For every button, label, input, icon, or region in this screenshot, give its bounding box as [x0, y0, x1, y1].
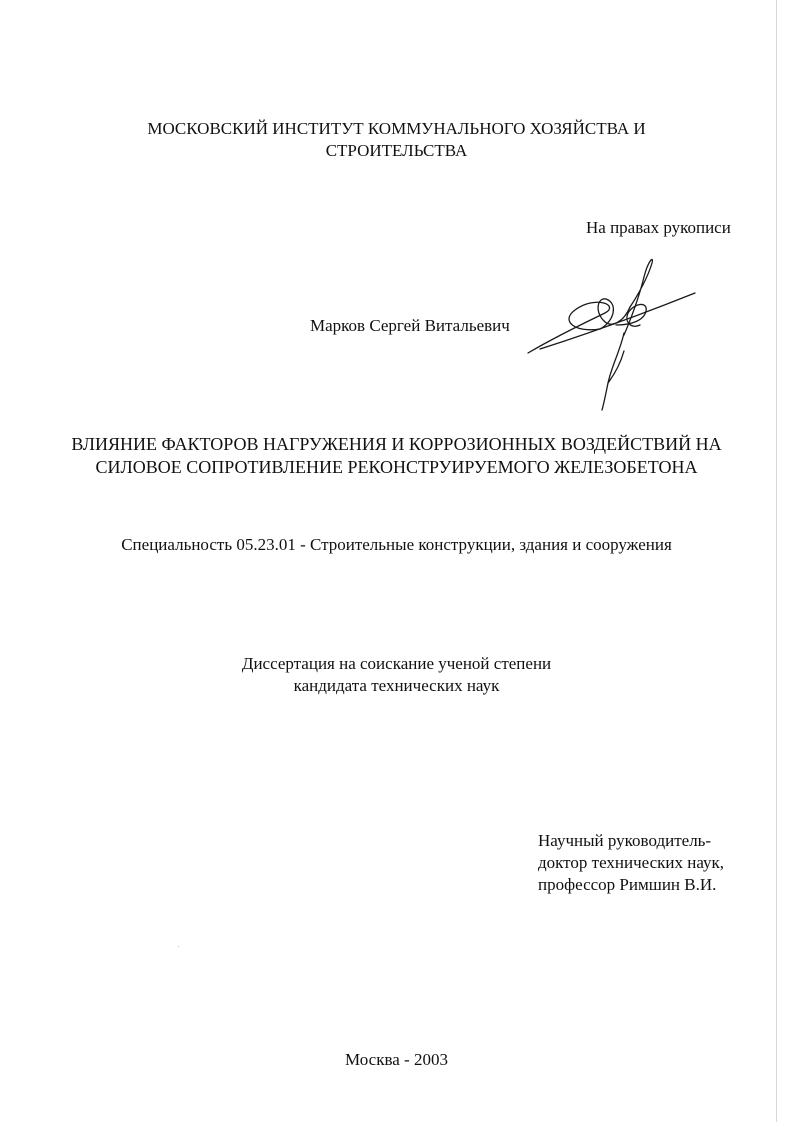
- signature-mark: [520, 255, 705, 420]
- scan-speck: [178, 946, 179, 947]
- degree-line-1: Диссертация на соискание ученой степени: [241, 654, 552, 673]
- institution-line-1: МОСКОВСКИЙ ИНСТИТУТ КОММУНАЛЬНОГО ХОЗЯЙСТВА И: [147, 119, 646, 138]
- institution-line-2: СТРОИТЕЛЬСТВА: [325, 141, 468, 160]
- degree-line-2: кандидата технических наук: [293, 676, 500, 695]
- specialty: Специальность 05.23.01 - Строительные конструкции, здания и сооружения: [121, 535, 672, 554]
- supervisor-line-2: доктор технических наук,: [538, 853, 725, 872]
- author-name: Марков Сергей Витальевич: [310, 316, 510, 335]
- supervisor-line-1: Научный руководитель-: [538, 831, 712, 850]
- supervisor-line-3: профессор Римшин В.И.: [538, 875, 717, 894]
- thesis-title-line-1: ВЛИЯНИЕ ФАКТОРОВ НАГРУЖЕНИЯ И КОРРОЗИОННЫХ ВОЗДЕЙСТВИЙ НА: [71, 434, 722, 454]
- scan-edge: [776, 0, 777, 1122]
- place-year: Москва - 2003: [345, 1050, 448, 1069]
- rights-note: На правах рукописи: [586, 218, 731, 237]
- thesis-title-line-2: СИЛОВОЕ СОПРОТИВЛЕНИЕ РЕКОНСТРУИРУЕМОГО ЖЕЛЕЗОБЕТОНА: [95, 457, 698, 477]
